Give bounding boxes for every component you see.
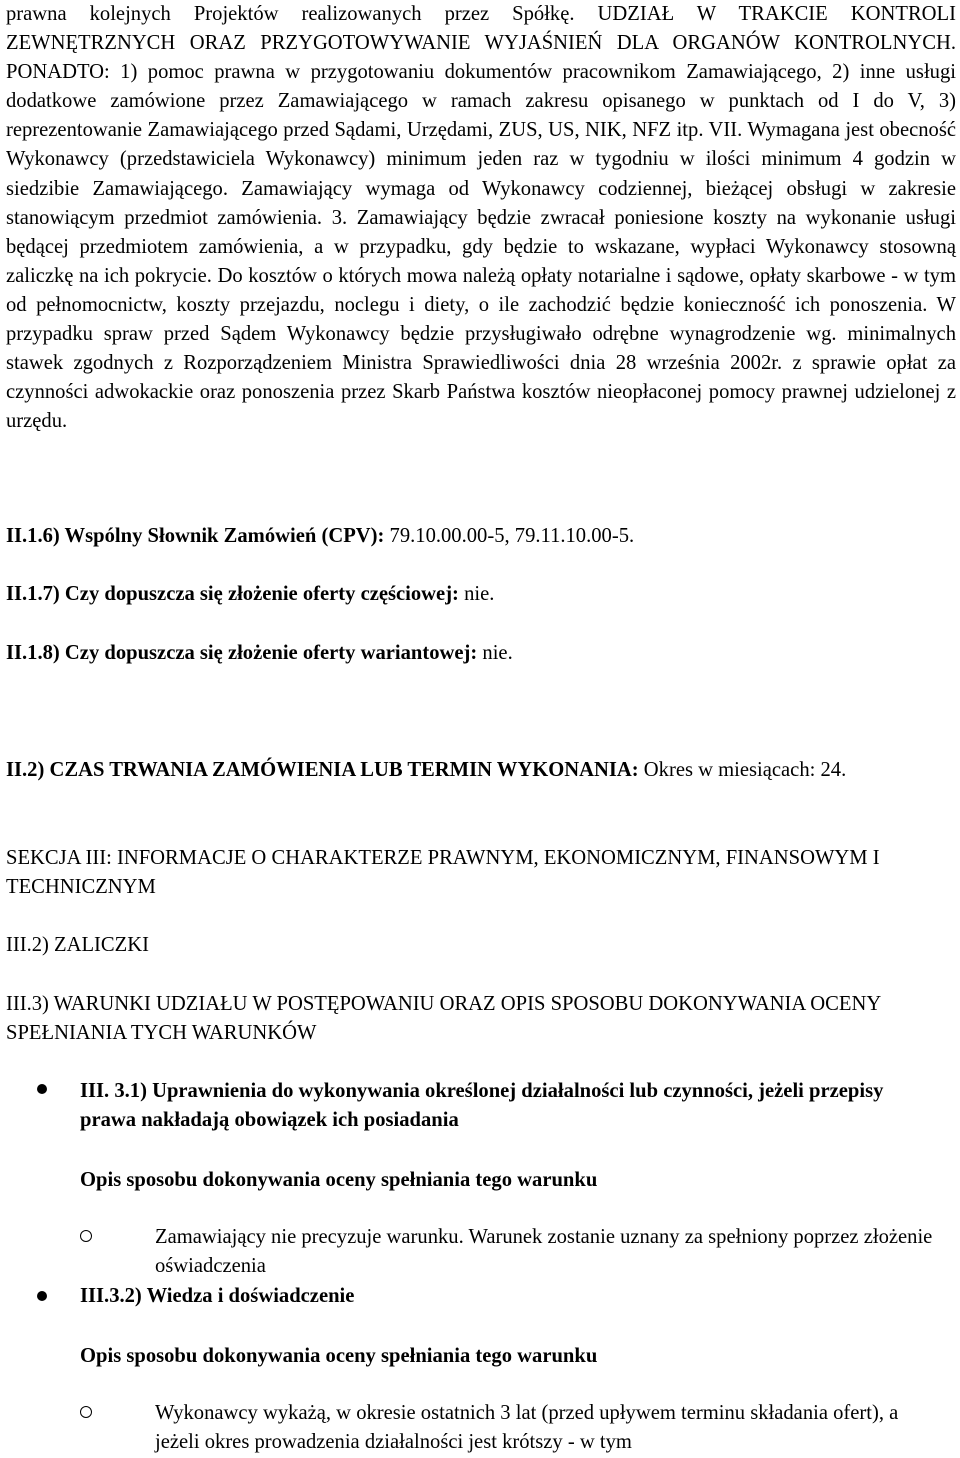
duration-label: II.2) CZAS TRWANIA ZAMÓWIENIA LUB TERMIN WYKONANIA:: [6, 759, 639, 781]
duration-value: Okres w miesiącach: 24.: [638, 759, 847, 781]
item-1-heading: III. 3.1) Uprawnienia do wykonywania określonej działalności lub czynności, jeżeli przepisy prawa nakładają obowiązek ich posiadania: [80, 1080, 884, 1131]
partial-offer-value: nie.: [458, 583, 495, 605]
item-1-detail: Zamawiający nie precyzuje warunku. Warunek zostanie uznany za spełniony poprzez złożenie oświadczenia: [155, 1226, 933, 1277]
advances-title: III.2) ZALICZKI: [6, 934, 149, 956]
item-2-opis: Opis sposobu dokonywania oceny spełniania tego warunku: [80, 1345, 598, 1367]
variant-offer-label: II.1.8) Czy dopuszcza się złożenie oferty wariantowej:: [6, 642, 478, 664]
conditions-title: III.3) WARUNKI UDZIAŁU W POSTĘPOWANIU ORAZ OPIS SPOSOBU DOKONYWANIA OCENY SPEŁNIANIA TYCH WARUNKÓW: [6, 993, 881, 1044]
cpv-line: [6, 522, 946, 551]
circle-bullet-icon: [80, 1406, 92, 1418]
partial-offer-label: II.1.7) Czy dopuszcza się złożenie oferty częściowej:: [6, 583, 459, 605]
cpv-value: 79.10.00.00-5, 79.11.10.00-5.: [384, 525, 635, 547]
circle-bullet-icon: [80, 1230, 92, 1242]
cpv-label: II.1.6) Wspólny Słownik Zamówień (CPV):: [6, 525, 385, 547]
variant-offer-value: nie.: [477, 642, 513, 664]
section-iii-title: SEKCJA III: INFORMACJE O CHARAKTERZE PRAWNYM, EKONOMICZNYM, FINANSOWYM I TECHNICZNYM: [6, 847, 880, 898]
bullet-icon: [37, 1291, 47, 1301]
variant-offer-line: [6, 639, 946, 668]
item-2-heading: III.3.2) Wiedza i doświadczenie: [80, 1285, 355, 1307]
partial-offer-line: [6, 580, 946, 609]
intro-paragraph: prawna kolejnych Projektów realizowanych przez Spółkę. UDZIAŁ W TRAKCIE KONTROLI ZEWNĘTRZNYCH ORAZ PRZYGOTOWYWANIE WYJAŚNIEŃ DLA ORGANÓW KONTROLNYCH. PONADTO: 1) pomoc prawna w przygotowaniu dokumentów pracownikom Zamawiającego, 2) inne usługi dodatkowe zamówione przez Zamawiającego w ramach zakresu opisanego w punktach od I do V, 3) reprezentowanie Zamawiającego przed Sądami, Urzędami, ZUS, US, NIK, NFZ itp. VII. Wymagana jest obecność Wykonawcy (przedstawiciela Wykonawcy) minimum jeden raz w tygodniu w ilości minimum 4 godzin w siedzibie Zamawiającego. Zamawiający wymaga od Wykonawcy codziennej, bieżącej obsługi w zakresie stanowiącym przedmiot zamówienia. 3. Zamawiający będzie zwracał poniesione koszty na wykonanie usługi będącej przedmiotem zamówienia, a w przypadku, gdy będzie to wskazane, wypłaci Wykonawcy stosowną zaliczkę na ich pokrycie. Do kosztów o których mowa należą opłaty notarialne i sądowe, opłaty skarbowe - w tym od pełnomocnictw, koszty przejazdu, noclegu i diety, o ile zachodzić będzie konieczność ich ponoszenia. W przypadku spraw przed Sądem Wykonawcy będzie przysługiwało odrębne wynagrodzenie wg. minimalnych stawek zgodnych z Rozporządzeniem Ministra Sprawiedliwości dnia 28 września 2002r. z sprawie opłat za czynności adwokackie oraz ponoszenia przez Skarb Państwa kosztów nieopłaconej pomocy prawnej udzielonej z urzędu.: [6, 3, 956, 433]
item-1-opis: Opis sposobu dokonywania oceny spełniania tego warunku: [80, 1169, 598, 1191]
item-2-detail: Wykonawcy wykażą, w okresie ostatnich 3 lat (przed upływem terminu składania ofert), a jeżeli okres prowadzenia działalności jest krótszy - w tym: [155, 1402, 899, 1453]
bullet-icon: [37, 1084, 47, 1094]
duration-line: [6, 756, 946, 785]
